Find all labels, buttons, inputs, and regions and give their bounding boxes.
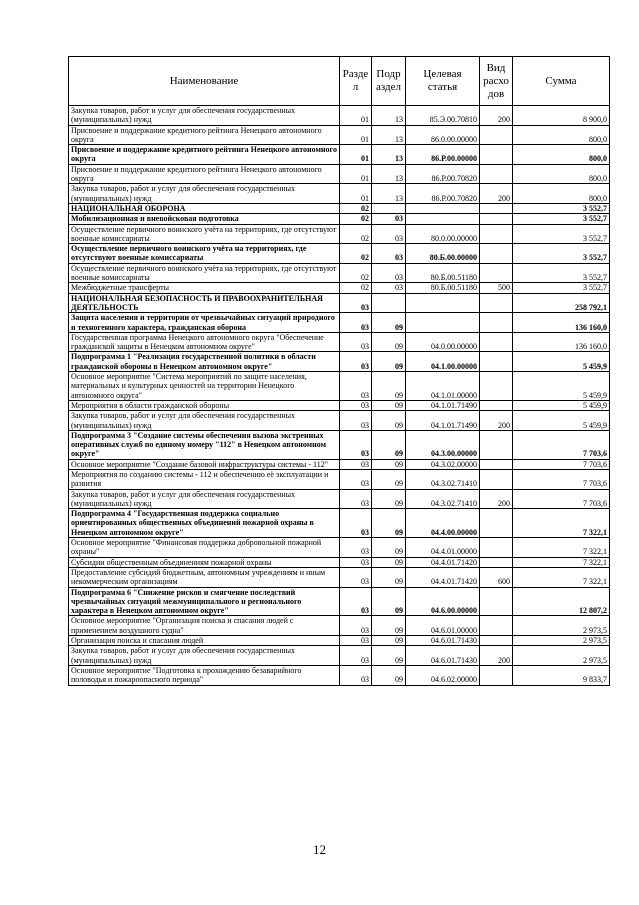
cell-amount: 2 973,5 <box>513 616 610 636</box>
cell-target: 04.3.00.00000 <box>406 430 480 459</box>
cell-section: 03 <box>340 646 372 666</box>
cell-section: 03 <box>340 469 372 489</box>
cell-name: Субсидии общественным объединениям пожарной охраны <box>69 557 340 567</box>
table-row <box>69 489 610 509</box>
table-row <box>69 646 610 666</box>
cell-subsection: 09 <box>372 557 406 567</box>
cell-type: 200 <box>480 411 513 431</box>
cell-subsection: 09 <box>372 332 406 352</box>
cell-target: 86.Р.00.70820 <box>406 164 480 184</box>
cell-subsection: 09 <box>372 665 406 685</box>
cell-target: 86.Р.00.00000 <box>406 145 480 165</box>
cell-type: 200 <box>480 489 513 509</box>
cell-name: Основное мероприятие "Система мероприятий по защите населения, материальных и культурных ценностей на территории Ненецкого автономного округа" <box>69 372 340 401</box>
table-row <box>69 164 610 184</box>
cell-name: Осуществление первичного воинского учёта на территориях, где отсутствуют военные комиссариаты <box>69 244 340 264</box>
header-name: Наименование <box>69 57 340 106</box>
cell-subsection: 09 <box>372 352 406 372</box>
header-amount: Сумма <box>513 57 610 106</box>
table-row <box>69 313 610 333</box>
cell-target: 04.6.01.71430 <box>406 646 480 666</box>
cell-subsection: 09 <box>372 489 406 509</box>
cell-amount: 7 322,1 <box>513 567 610 587</box>
header-type: Вид расхо дов <box>480 57 513 106</box>
cell-name: Закупка товаров, работ и услуг для обеспечения государственных (муниципальных) нужд <box>69 106 340 126</box>
cell-amount: 3 552,7 <box>513 224 610 244</box>
cell-section: 03 <box>340 636 372 646</box>
cell-amount: 136 160,0 <box>513 313 610 333</box>
cell-section: 01 <box>340 184 372 204</box>
page-number: 12 <box>313 842 326 857</box>
cell-target: 04.1.01.00000 <box>406 372 480 401</box>
cell-amount: 7 322,1 <box>513 538 610 558</box>
cell-type <box>480 665 513 685</box>
cell-section: 03 <box>340 293 372 313</box>
table-row <box>69 145 610 165</box>
cell-name: Основное мероприятие "Подготовка к прохождению безаварийного половодья и пожароопасного периода" <box>69 665 340 685</box>
cell-subsection: 03 <box>372 283 406 293</box>
header-row <box>69 57 610 106</box>
cell-target: 80.Б.00.00000 <box>406 244 480 264</box>
cell-section: 02 <box>340 263 372 283</box>
cell-amount: 9 833,7 <box>513 665 610 685</box>
cell-section: 01 <box>340 125 372 145</box>
cell-amount: 3 552,7 <box>513 283 610 293</box>
cell-section: 03 <box>340 509 372 538</box>
cell-section: 03 <box>340 665 372 685</box>
table-row <box>69 469 610 489</box>
cell-amount: 7 703,6 <box>513 430 610 459</box>
cell-section: 01 <box>340 164 372 184</box>
table-row <box>69 263 610 283</box>
cell-section: 03 <box>340 459 372 469</box>
cell-type <box>480 636 513 646</box>
cell-type <box>480 430 513 459</box>
cell-amount: 2 973,5 <box>513 636 610 646</box>
cell-amount: 3 552,7 <box>513 203 610 213</box>
cell-name: Присвоение и поддержание кредитного рейтинга Ненецкого автономного округа <box>69 145 340 165</box>
table-row <box>69 430 610 459</box>
cell-amount: 7 703,6 <box>513 469 610 489</box>
cell-name: Предоставление субсидий бюджетным, автономным учреждениям и иным некоммерческим организациям <box>69 567 340 587</box>
table-row <box>69 567 610 587</box>
cell-amount: 5 459,9 <box>513 400 610 410</box>
cell-subsection: 03 <box>372 214 406 224</box>
table-row <box>69 400 610 410</box>
cell-subsection: 03 <box>372 224 406 244</box>
cell-name: Закупка товаров, работ и услуг для обеспечения государственных (муниципальных) нужд <box>69 184 340 204</box>
cell-subsection: 03 <box>372 263 406 283</box>
cell-subsection: 09 <box>372 509 406 538</box>
table-body <box>69 106 610 686</box>
cell-amount: 2 973,5 <box>513 646 610 666</box>
cell-name: Присвоение и поддержание кредитного рейтинга Ненецкого автономного округа <box>69 164 340 184</box>
cell-subsection: 09 <box>372 567 406 587</box>
cell-section: 01 <box>340 106 372 126</box>
cell-target: 85.Э.00.70810 <box>406 106 480 126</box>
cell-type <box>480 313 513 333</box>
cell-subsection: 09 <box>372 616 406 636</box>
cell-subsection: 09 <box>372 538 406 558</box>
table-row <box>69 352 610 372</box>
cell-type <box>480 332 513 352</box>
cell-subsection: 03 <box>372 244 406 264</box>
cell-type <box>480 352 513 372</box>
cell-name: Межбюджетные трансферты <box>69 283 340 293</box>
cell-amount: 800,0 <box>513 164 610 184</box>
cell-type: 500 <box>480 283 513 293</box>
cell-amount: 5 459,9 <box>513 372 610 401</box>
cell-type <box>480 587 513 616</box>
cell-name: Закупка товаров, работ и услуг для обеспечения государственных (муниципальных) нужд <box>69 646 340 666</box>
cell-name: Государственная программа Ненецкого автономного округа "Обеспечение гражданской защиты в Ненецком автономном округе" <box>69 332 340 352</box>
cell-subsection: 13 <box>372 164 406 184</box>
cell-name: Мобилизационная и вневойсковая подготовка <box>69 214 340 224</box>
cell-amount: 800,0 <box>513 184 610 204</box>
cell-type <box>480 224 513 244</box>
cell-subsection: 13 <box>372 106 406 126</box>
cell-name: Мероприятия по созданию системы - 112 и обеспечению её эксплуатации и развития <box>69 469 340 489</box>
cell-name: Основное мероприятие "Создание базовой инфраструктуры системы - 112" <box>69 459 340 469</box>
cell-type <box>480 203 513 213</box>
cell-target: 04.3.02.00000 <box>406 459 480 469</box>
cell-subsection: 09 <box>372 372 406 401</box>
cell-target: 04.6.00.00000 <box>406 587 480 616</box>
cell-target <box>406 214 480 224</box>
cell-target: 04.4.00.00000 <box>406 509 480 538</box>
cell-subsection: 09 <box>372 313 406 333</box>
cell-amount: 3 552,7 <box>513 214 610 224</box>
cell-type <box>480 244 513 264</box>
table-row <box>69 509 610 538</box>
cell-subsection <box>372 293 406 313</box>
cell-amount: 258 792,1 <box>513 293 610 313</box>
cell-target: 04.4.01.71420 <box>406 557 480 567</box>
cell-section: 03 <box>340 587 372 616</box>
cell-target: 80.0.00.00000 <box>406 224 480 244</box>
cell-target: 04.6.02.00000 <box>406 665 480 685</box>
cell-name: Подпрограмма 6 "Снижение рисков и смягчение последствий чрезвычайных ситуаций межмуниципального и регионального характера в Ненецком автономном округе" <box>69 587 340 616</box>
table-row <box>69 459 610 469</box>
cell-name: Осуществление первичного воинского учёта на территориях, где отсутствуют военные комиссариаты <box>69 224 340 244</box>
cell-section: 03 <box>340 372 372 401</box>
cell-amount: 7 703,6 <box>513 489 610 509</box>
cell-section: 03 <box>340 616 372 636</box>
cell-subsection: 09 <box>372 459 406 469</box>
cell-section: 03 <box>340 489 372 509</box>
cell-section: 03 <box>340 411 372 431</box>
cell-target: 04.0.00.00000 <box>406 332 480 352</box>
cell-amount: 3 552,7 <box>513 263 610 283</box>
cell-section: 03 <box>340 538 372 558</box>
table-row <box>69 125 610 145</box>
cell-type <box>480 459 513 469</box>
cell-name: Закупка товаров, работ и услуг для обеспечения государственных (муниципальных) нужд <box>69 489 340 509</box>
cell-name: Подпрограмма 4 "Государственная поддержка социально ориентированных общественных объединений пожарной охраны в Ненецком автономном округе" <box>69 509 340 538</box>
cell-target: 04.4.01.71420 <box>406 567 480 587</box>
cell-subsection: 09 <box>372 430 406 459</box>
cell-name: Присвоение и поддержание кредитного рейтинга Ненецкого автономного округа <box>69 125 340 145</box>
cell-amount: 12 807,2 <box>513 587 610 616</box>
cell-section: 01 <box>340 145 372 165</box>
cell-type <box>480 214 513 224</box>
cell-target: 04.4.01.00000 <box>406 538 480 558</box>
cell-subsection: 13 <box>372 125 406 145</box>
cell-type <box>480 293 513 313</box>
cell-section: 03 <box>340 352 372 372</box>
cell-type <box>480 509 513 538</box>
cell-type <box>480 557 513 567</box>
cell-subsection: 09 <box>372 400 406 410</box>
table-row <box>69 184 610 204</box>
table-row <box>69 203 610 213</box>
table-row <box>69 332 610 352</box>
table-row <box>69 587 610 616</box>
cell-target <box>406 293 480 313</box>
cell-name: Закупка товаров, работ и услуг для обеспечения государственных (муниципальных) нужд <box>69 411 340 431</box>
cell-type: 200 <box>480 106 513 126</box>
cell-target: 04.1.00.00000 <box>406 352 480 372</box>
cell-amount: 136 160,0 <box>513 332 610 352</box>
cell-target: 04.1.01.71490 <box>406 411 480 431</box>
cell-name: Организация поиска и спасания людей <box>69 636 340 646</box>
cell-section: 02 <box>340 214 372 224</box>
table-row <box>69 293 610 313</box>
cell-section: 03 <box>340 567 372 587</box>
table-row <box>69 224 610 244</box>
cell-name: Мероприятия в области гражданской обороны <box>69 400 340 410</box>
cell-name: Основное мероприятие "Организация поиска и спасания людей с применением воздушного судна" <box>69 616 340 636</box>
cell-name: НАЦИОНАЛЬНАЯ ОБОРОНА <box>69 203 340 213</box>
cell-target: 04.3.02.71410 <box>406 489 480 509</box>
cell-section: 02 <box>340 283 372 293</box>
cell-target: 04.6.01.00000 <box>406 616 480 636</box>
cell-amount: 5 459,9 <box>513 411 610 431</box>
cell-type <box>480 125 513 145</box>
table-row <box>69 557 610 567</box>
table-row <box>69 244 610 264</box>
cell-name: Подпрограмма 3 "Создание системы обеспечения вызова экстренных оперативных служб по единому номеру "112" в Ненецком автономном округе" <box>69 430 340 459</box>
cell-target: 04.6.01.71430 <box>406 636 480 646</box>
cell-amount: 7 322,1 <box>513 509 610 538</box>
header-subsection: Подр аздел <box>372 57 406 106</box>
cell-type <box>480 616 513 636</box>
cell-type <box>480 263 513 283</box>
cell-name: Осуществление первичного воинского учёта на территориях, где отсутствуют военные комиссариаты <box>69 263 340 283</box>
table-row <box>69 283 610 293</box>
table-row <box>69 665 610 685</box>
table-row <box>69 411 610 431</box>
cell-amount: 8 900,0 <box>513 106 610 126</box>
cell-section: 02 <box>340 244 372 264</box>
cell-target: 86.Р.00.70820 <box>406 184 480 204</box>
cell-subsection: 09 <box>372 411 406 431</box>
cell-section: 03 <box>340 313 372 333</box>
cell-target: 80.Б.00.51180 <box>406 263 480 283</box>
cell-target <box>406 203 480 213</box>
cell-type <box>480 164 513 184</box>
header-section: Разде л <box>340 57 372 106</box>
cell-name: Подпрограмма 1 "Реализация государственной политики в области гражданской обороны в Ненецком автономном округе" <box>69 352 340 372</box>
header-target: Целевая статья <box>406 57 480 106</box>
cell-target: 80.Б.00.51180 <box>406 283 480 293</box>
cell-type <box>480 469 513 489</box>
cell-type <box>480 538 513 558</box>
table-row <box>69 214 610 224</box>
cell-subsection: 09 <box>372 587 406 616</box>
table-row <box>69 372 610 401</box>
cell-type: 200 <box>480 184 513 204</box>
cell-target: 04.3.02.71410 <box>406 469 480 489</box>
cell-subsection: 13 <box>372 184 406 204</box>
cell-type <box>480 145 513 165</box>
table-row <box>69 636 610 646</box>
cell-section: 02 <box>340 203 372 213</box>
cell-subsection: 09 <box>372 469 406 489</box>
cell-type <box>480 372 513 401</box>
cell-subsection: 09 <box>372 636 406 646</box>
cell-subsection: 13 <box>372 145 406 165</box>
budget-table <box>68 56 610 686</box>
cell-amount: 800,0 <box>513 125 610 145</box>
cell-amount: 3 552,7 <box>513 244 610 264</box>
cell-section: 03 <box>340 400 372 410</box>
cell-section: 03 <box>340 557 372 567</box>
cell-target <box>406 313 480 333</box>
cell-type: 200 <box>480 646 513 666</box>
cell-amount: 7 703,6 <box>513 459 610 469</box>
cell-section: 03 <box>340 430 372 459</box>
cell-subsection <box>372 203 406 213</box>
cell-type <box>480 400 513 410</box>
cell-section: 02 <box>340 224 372 244</box>
cell-amount: 800,0 <box>513 145 610 165</box>
table-row <box>69 616 610 636</box>
cell-name: Основное мероприятие "Финансовая поддержка добровольной пожарной охраны" <box>69 538 340 558</box>
cell-name: Защита населения и территории от чрезвычайных ситуаций природного и техногенного характера, гражданская оборона <box>69 313 340 333</box>
cell-amount: 7 322,1 <box>513 557 610 567</box>
cell-subsection: 09 <box>372 646 406 666</box>
cell-target: 04.1.01.71490 <box>406 400 480 410</box>
table-row <box>69 538 610 558</box>
cell-section: 03 <box>340 332 372 352</box>
table-row <box>69 106 610 126</box>
cell-name: НАЦИОНАЛЬНАЯ БЕЗОПАСНОСТЬ И ПРАВООХРАНИТЕЛЬНАЯ ДЕЯТЕЛЬНОСТЬ <box>69 293 340 313</box>
cell-type: 600 <box>480 567 513 587</box>
cell-target: 86.0.00.00000 <box>406 125 480 145</box>
cell-amount: 5 459,9 <box>513 352 610 372</box>
